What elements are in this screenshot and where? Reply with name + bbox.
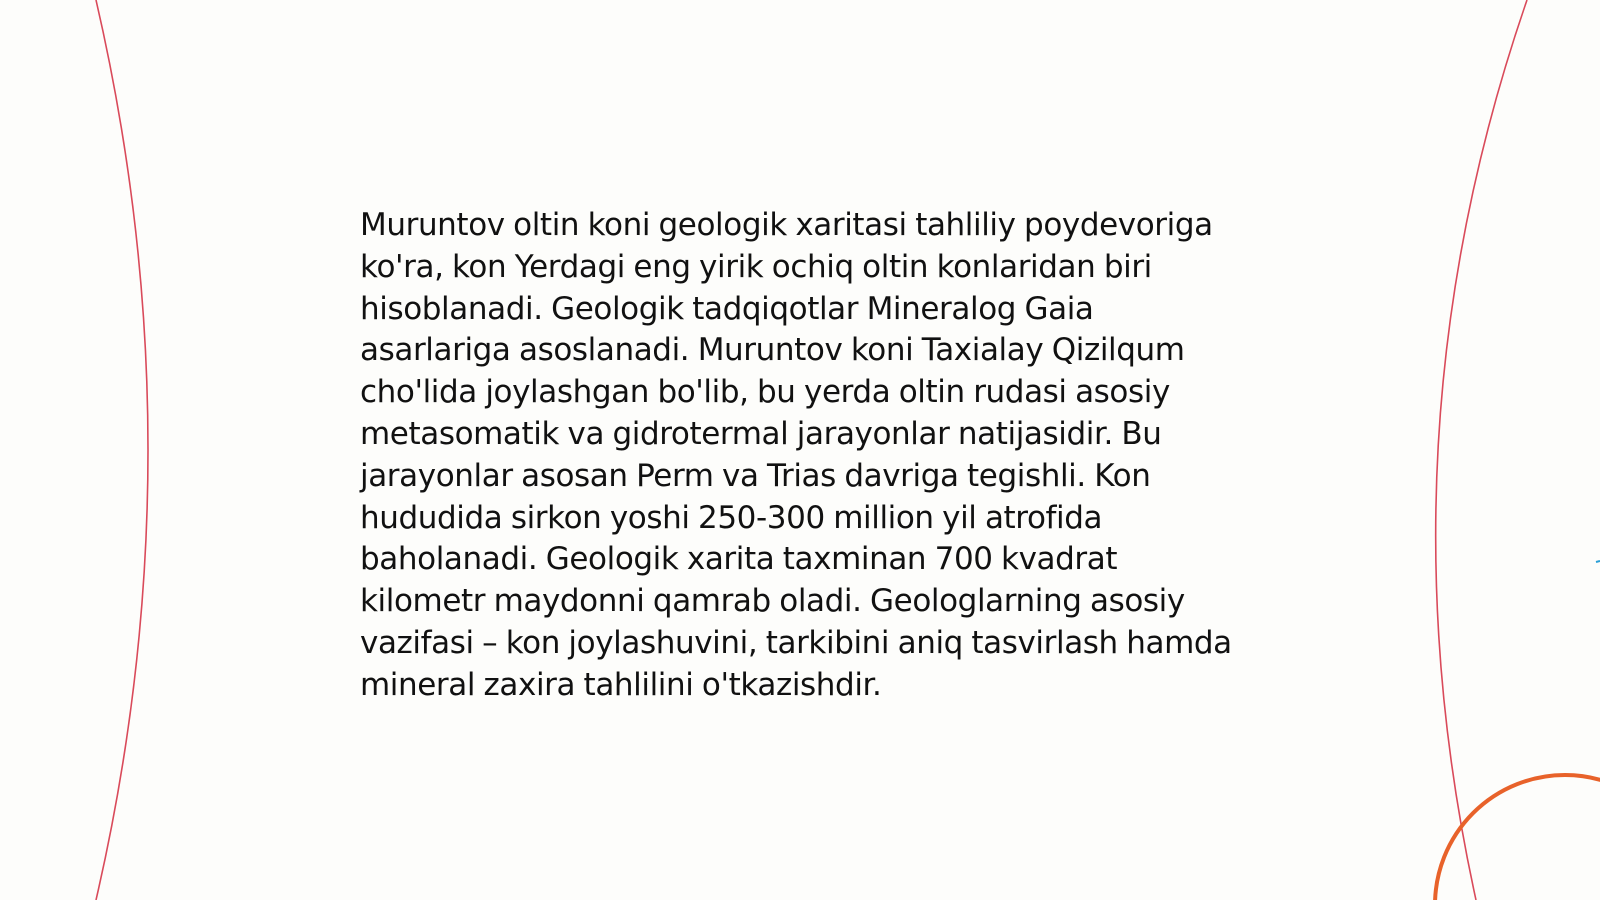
body-text: Muruntov oltin koni geologik xaritasi tahliliy poydevoriga ko'ra, kon Yerdagi eng yirik ochiq oltin konlaridan biri hisoblanadi. Geologik tadqiqotlar Mineralog Gaia asarlariga asoslanadi. Muruntov koni Taxialay Qizilqum cho'lida joylashgan bo'lib, bu yerda oltin rudasi asosiy metasomatik va gidrotermal jarayonlar natijasidir. Bu jarayonlar asosan Perm va Trias davriga tegishli. Kon hududida sirkon yoshi 250-300 million yil atrofida baholanadi. Geologik xarita taxminan 700 kvadrat kilometr maydonni qamrab oladi. Geologlarning asosiy vazifasi – kon joylashuvini, tarkibini aniq tasvirlash hamda mineral zaxira tahlilini o'tkazishdir.: [360, 207, 1232, 703]
right-curve-line: [1436, 0, 1527, 900]
accent-tick: [1596, 561, 1600, 562]
left-curve-line: [96, 0, 148, 900]
accent-arc: [1435, 775, 1600, 900]
